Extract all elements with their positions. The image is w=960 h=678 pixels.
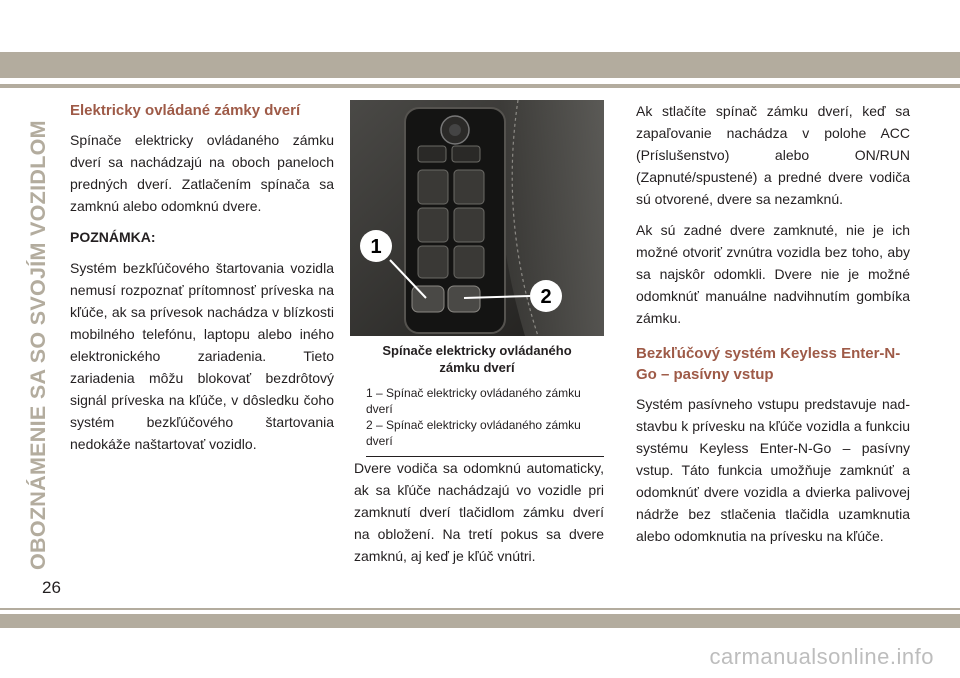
callout-2: 2: [540, 286, 552, 308]
legend-item-2: 2 – Spínač elektricky ovládaného zámku dverí: [366, 418, 581, 448]
figure-legend: [350, 385, 604, 449]
paragraph-switch-location: Spínače elektricky ovládaného zámku dverí sa nachádzajú na oboch paneloch predných dverí. Zatlačením spínača sa zamknú alebo odomknú dvere.: [70, 132, 334, 214]
note-text: Systém bezkľúčového štartovania vozidla nemusí rozpoznať prítomnosť príveska na kľúče, ak sa prívesok nachádza v blízkosti mobilného telefónu, laptopu alebo iného elektronického zariadenia. Tieto zariadenia môžu blokovať bezdrôtový signál príveska na kľúče, v dôsledku čoho systém bezkľúčového štartovania nedokáže naštartovať vozidlo.: [70, 260, 334, 452]
footer-band: [0, 614, 960, 628]
side-section-title: OBOZNÁMENIE SA SO SVOJÍM VOZIDLOM: [26, 120, 50, 570]
section-heading-power-locks: Elektricky ovládané zámky dverí: [70, 102, 301, 119]
caption-line-2: zámku dverí: [439, 360, 515, 375]
column-right: [636, 100, 910, 556]
header-band: [0, 52, 960, 78]
section-heading-keyless: Bezkľúčový systém Keyless Enter-N-Go – pasívny vstup: [636, 345, 901, 383]
paragraph-acc-lock: Ak stlačíte spínač zámku dverí, keď sa zapaľovanie nachádza v polohe ACC (Príslušenstvo) alebo ON/RUN (Zapnuté/spustené) a predné dvere vodiča sú otvorené, dvere sa nezamknú.: [636, 103, 910, 207]
paragraph-passive-entry: Systém pasívneho vstupu predstavuje nadstavbu k prívesku na kľúče vozidla a funkciu systému Keyless Enter-N-Go – pasívny vstup. Táto funkcia umožňuje zamknúť a odomknúť dvere vozidla a dvierka palivovej nádrže bez stlačenia tlačidla uzamknutia alebo odomknutia na prívesku na kľúče.: [636, 396, 910, 544]
paragraph-rear-doors: Ak sú zadné dvere zamknuté, nie je ich možné otvoriť zvnútra vozidla bez toho, aby sa najskôr odomkli. Dvere nie je možné odomknúť manuálne nadvihnutím gombíka zámku.: [636, 222, 910, 326]
column-middle: [350, 100, 604, 576]
callout-1: 1: [370, 236, 382, 258]
note-heading: POZNÁMKA:: [70, 229, 156, 245]
column-left: [70, 100, 334, 464]
door-switch-photo: [350, 100, 604, 336]
footer-rule: [0, 608, 960, 610]
figure-caption: [350, 342, 604, 376]
paragraph-auto-unlock: Dvere vodiča sa odomknú automaticky, ak sa kľúče nachádzajú vo vozidle pri zamknutí dverí tlačidlom zámku dverí na obložení. Na tretí pokus sa dvere zamknú, aj keď je kľúč vnútri.: [354, 460, 604, 564]
watermark: carmanualsonline.info: [709, 644, 934, 669]
legend-item-1: 1 – Spínač elektricky ovládaného zámku dverí: [366, 386, 581, 416]
caption-line-1: Spínače elektricky ovládaného: [382, 343, 572, 358]
header-rule: [0, 84, 960, 88]
page-number: 26: [42, 578, 61, 597]
